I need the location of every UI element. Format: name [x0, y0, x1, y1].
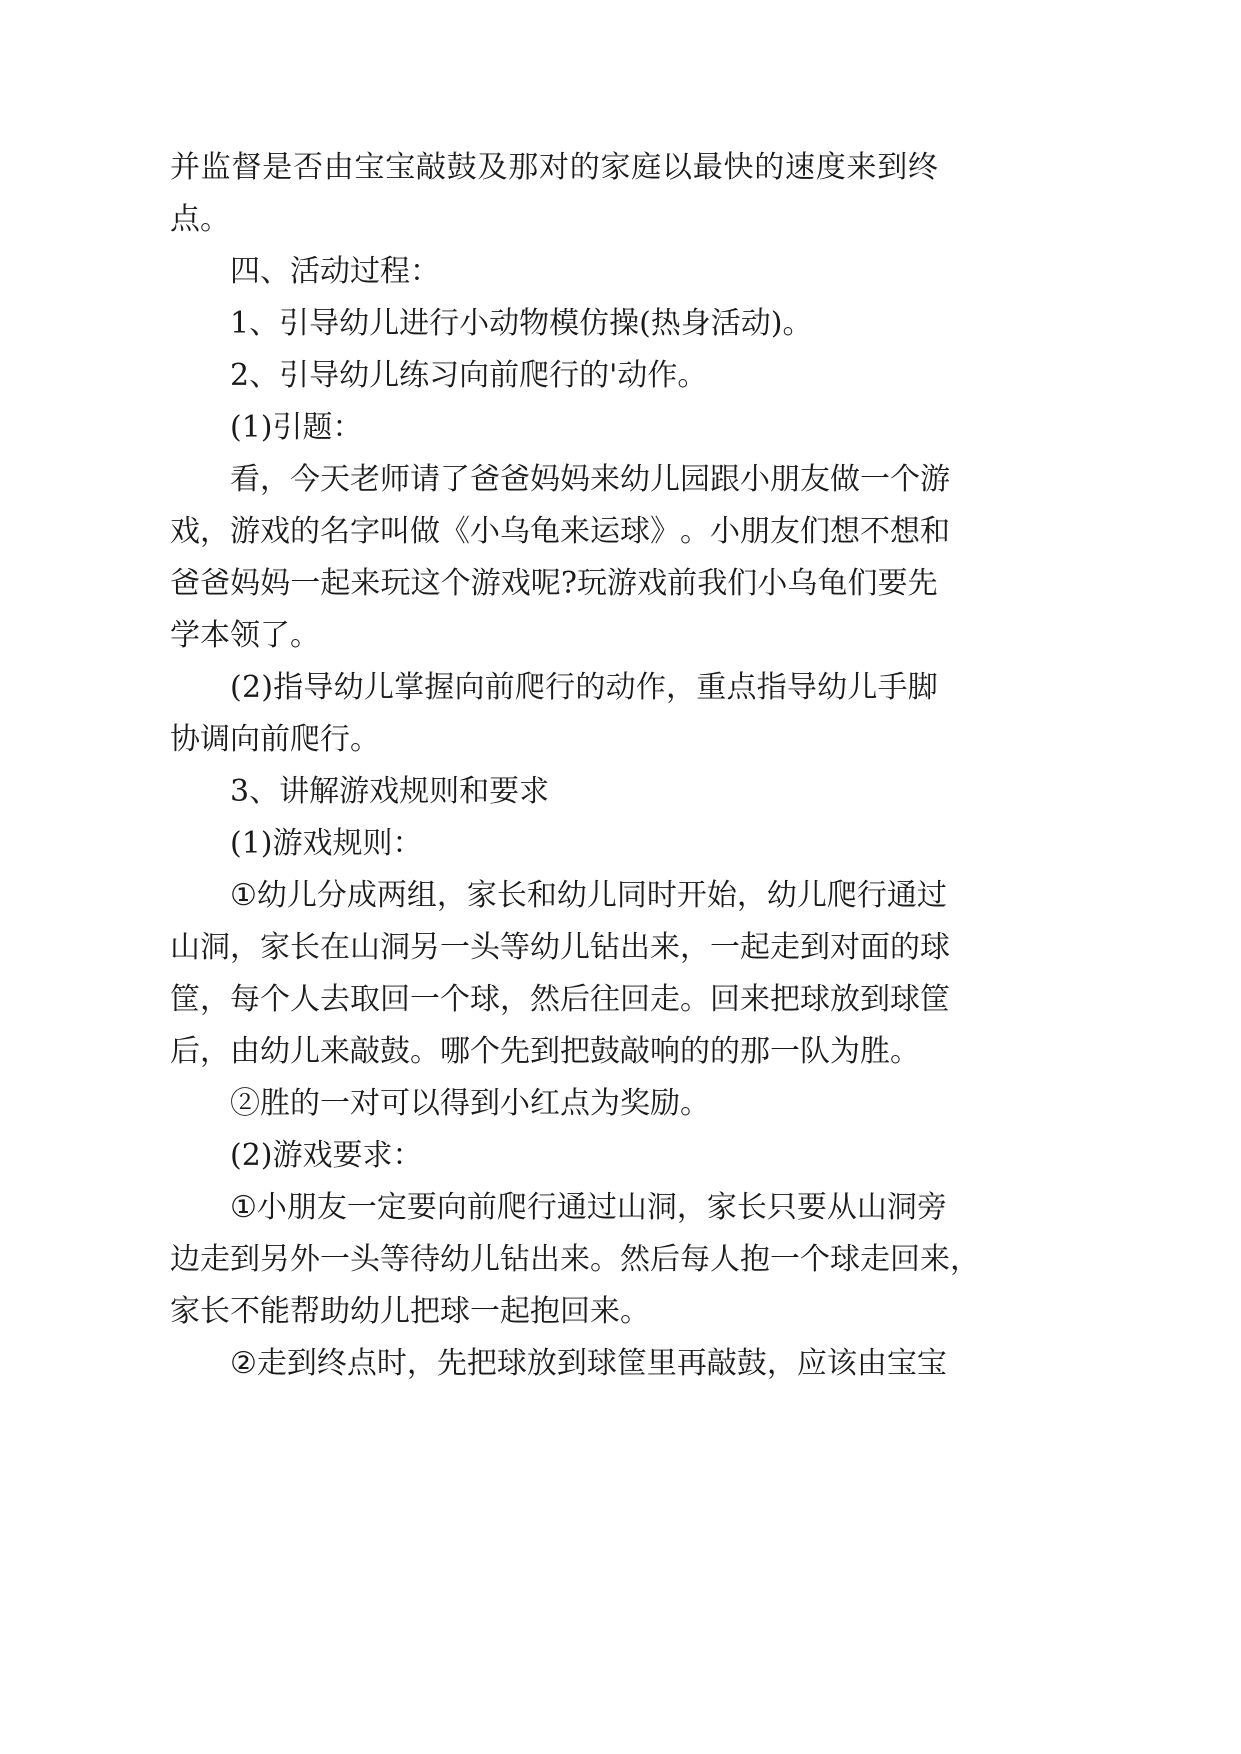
sub-heading: (1)游戏规则： — [230, 826, 423, 861]
paragraph-line: 点。 — [170, 202, 230, 237]
paragraph-line: ① 小 朋 友 一 定 要 向 前 爬 行 通 过 山 洞 ， 家 长 只 要 从 山 洞 旁 — [230, 1190, 947, 1225]
sub-heading: (1)引题： — [230, 410, 363, 445]
paragraph-line: ②胜的一对可以得到小红点为奖励。 — [230, 1086, 710, 1121]
list-item: 1、引导幼儿进行小动物模仿操(热身活动)。 — [230, 306, 813, 341]
paragraph-line: ( 2 ) 指 导 幼 儿 掌 握 向 前 爬 行 的 动 作 ， 重 点 指 导 幼 儿 手 脚 — [230, 670, 938, 705]
paragraph-line: 戏 ， 游 戏 的 名 字 叫 做 《 小 乌 龟 来 运 球 》 。 小 朋 友 们 想 不 想 和 — [170, 514, 950, 549]
paragraph-line: 协调向前爬行。 — [170, 722, 380, 757]
sub-heading: (2)游戏要求： — [230, 1138, 423, 1173]
list-item: 3、讲解游戏规则和要求 — [230, 774, 550, 809]
paragraph-line: 学本领了。 — [170, 618, 320, 653]
list-item: 2、引导幼儿练习向前爬行的'动作。 — [230, 358, 708, 393]
paragraph-line: 边 走 到 另 外 一 头 等 待 幼 儿 钻 出 来 。 然 后 每 人 抱 一 个 球 走 回 来 ， — [170, 1242, 980, 1277]
paragraph-line: ① 幼 儿 分 成 两 组 ， 家 长 和 幼 儿 同 时 开 始 ， 幼 儿 爬 行 通 过 — [230, 878, 947, 913]
section-heading: 四、活动过程： — [230, 254, 440, 289]
paragraph-line: 后，由幼儿来敲鼓。哪个先到把鼓敲响的的那一队为胜。 — [170, 1034, 920, 1069]
paragraph-line: 并 监 督 是 否 由 宝 宝 敲 鼓 及 那 对 的 家 庭 以 最 快 的 速 度 来 到 终 — [170, 150, 938, 185]
paragraph-line: 看 ， 今 天 老 师 请 了 爸 爸 妈 妈 来 幼 儿 园 跟 小 朋 友 做 一 个 游 — [230, 462, 950, 497]
paragraph-line: 爸 爸 妈 妈 一 起 来 玩 这 个 游 戏 呢 ? 玩 游 戏 前 我 们 小 乌 龟 们 要 先 — [170, 566, 938, 601]
paragraph-line: 家长不能帮助幼儿把球一起抱回来。 — [170, 1294, 650, 1329]
paragraph-line: 山 洞 ， 家 长 在 山 洞 另 一 头 等 幼 儿 钻 出 来 ， 一 起 走 到 对 面 的 球 — [170, 930, 950, 965]
paragraph-line: ② 走 到 终 点 时 ， 先 把 球 放 到 球 筐 里 再 敲 鼓 ， 应 该 由 宝 宝 — [230, 1346, 947, 1381]
paragraph-line: 筐 ， 每 个 人 去 取 回 一 个 球 ， 然 后 往 回 走 。 回 来 把 球 放 到 球 筐 — [170, 982, 950, 1017]
